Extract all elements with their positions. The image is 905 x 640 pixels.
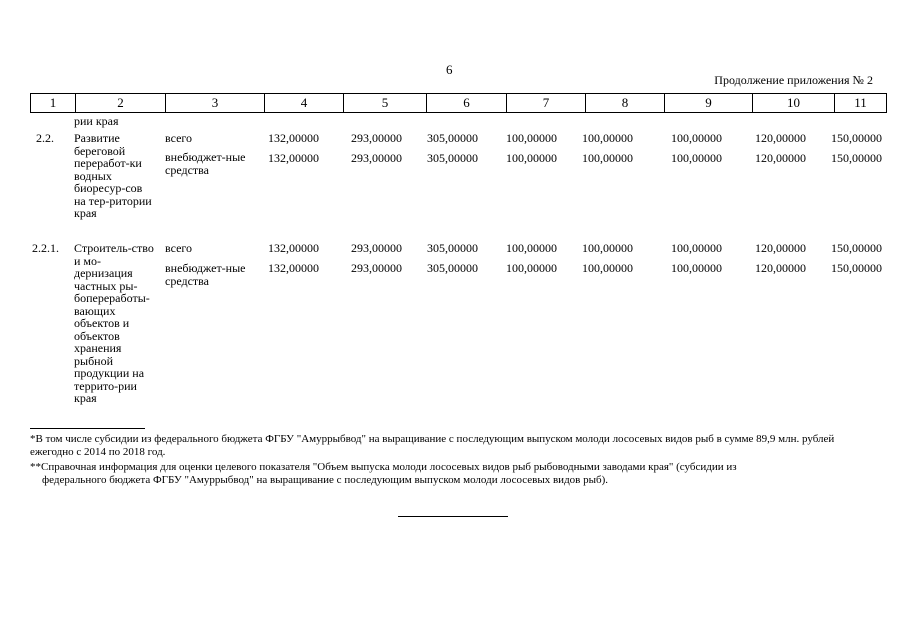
cell-value: 293,00000 <box>351 131 402 145</box>
cell-value: 150,00000 <box>831 261 882 275</box>
row-label-total: всего <box>165 131 193 145</box>
cell-value: 132,00000 <box>268 131 319 145</box>
cell-value: 150,00000 <box>831 241 882 255</box>
cell-value: 305,00000 <box>427 241 478 255</box>
cell-value: 100,00000 <box>671 241 722 255</box>
cell-value: 100,00000 <box>671 131 722 145</box>
row-label-total: всего <box>165 241 193 255</box>
col-header-11: 11 <box>835 94 887 113</box>
col-header-7: 7 <box>507 94 586 113</box>
cell-value: 305,00000 <box>427 131 478 145</box>
cell-value: 120,00000 <box>755 261 806 275</box>
cell-value: 100,00000 <box>582 261 633 275</box>
cell-value: 150,00000 <box>831 151 882 165</box>
col-header-10: 10 <box>753 94 835 113</box>
cell-value: 293,00000 <box>351 151 402 165</box>
cell-value: 150,00000 <box>831 131 882 145</box>
cell-value: 305,00000 <box>427 261 478 275</box>
cell-value: 293,00000 <box>351 241 402 255</box>
cell-value: 100,00000 <box>506 261 557 275</box>
col-header-8: 8 <box>586 94 665 113</box>
cell-value: 100,00000 <box>506 151 557 165</box>
col-header-6: 6 <box>427 94 507 113</box>
cell-value: 100,00000 <box>506 131 557 145</box>
page-number: 6 <box>446 62 453 77</box>
cell-value: 100,00000 <box>582 131 633 145</box>
cell-value: 293,00000 <box>351 261 402 275</box>
cell-value: 100,00000 <box>506 241 557 255</box>
continuation-label: Продолжение приложения № 2 <box>714 73 873 87</box>
cell-value: 100,00000 <box>671 261 722 275</box>
cell-value: 132,00000 <box>268 151 319 165</box>
cell-value: 100,00000 <box>582 241 633 255</box>
carryover-text: рии края <box>74 114 119 128</box>
row-number: 2.2.1. <box>32 241 59 255</box>
cell-value: 132,00000 <box>268 261 319 275</box>
cell-value: 120,00000 <box>755 131 806 145</box>
cell-value: 132,00000 <box>268 241 319 255</box>
cell-value: 120,00000 <box>755 151 806 165</box>
row-label-extrabudget: внебюджет-ные средства <box>165 261 246 288</box>
end-separator <box>398 516 508 517</box>
footnote-separator <box>30 428 145 429</box>
col-header-5: 5 <box>344 94 427 113</box>
cell-value: 100,00000 <box>582 151 633 165</box>
cell-value: 305,00000 <box>427 151 478 165</box>
column-header-table <box>30 93 887 113</box>
row-name: Строитель-ство и мо-дернизация частных ры-бопереработы-вающих объектов и объектов хранения рыбной продукции на террито-рии края <box>74 241 154 405</box>
row-name: Развитие береговой переработ-ки водных биоресур-сов на тер-ритории края <box>74 131 152 220</box>
col-header-3: 3 <box>166 94 265 113</box>
cell-value: 100,00000 <box>671 151 722 165</box>
col-header-1: 1 <box>31 94 76 113</box>
col-header-4: 4 <box>265 94 344 113</box>
footnote-2 <box>30 461 875 487</box>
row-number: 2.2. <box>36 131 54 145</box>
footnote-2-line-2: федерального бюджета ФГБУ "Амуррыбвод" на выращивание с последующим выпуском молоди лососевых видов рыб). <box>42 474 609 486</box>
footnote-1: *В том числе субсидии из федерального бюджета ФГБУ "Амуррыбвод" на выращивание с последующим выпуском молоди лососевых видов рыб в сумме 89,9 млн. рублей ежегодно с 2014 по 2018 год. <box>30 433 835 458</box>
col-header-2: 2 <box>76 94 166 113</box>
col-header-9: 9 <box>665 94 753 113</box>
footnote-2-line-1: **Справочная информация для оценки целевого показателя "Объем выпуска молоди лососевых видов рыб рыбоводными заводами края" (субсидии из <box>30 461 737 473</box>
row-label-extrabudget: внебюджет-ные средства <box>165 150 246 177</box>
cell-value: 120,00000 <box>755 241 806 255</box>
